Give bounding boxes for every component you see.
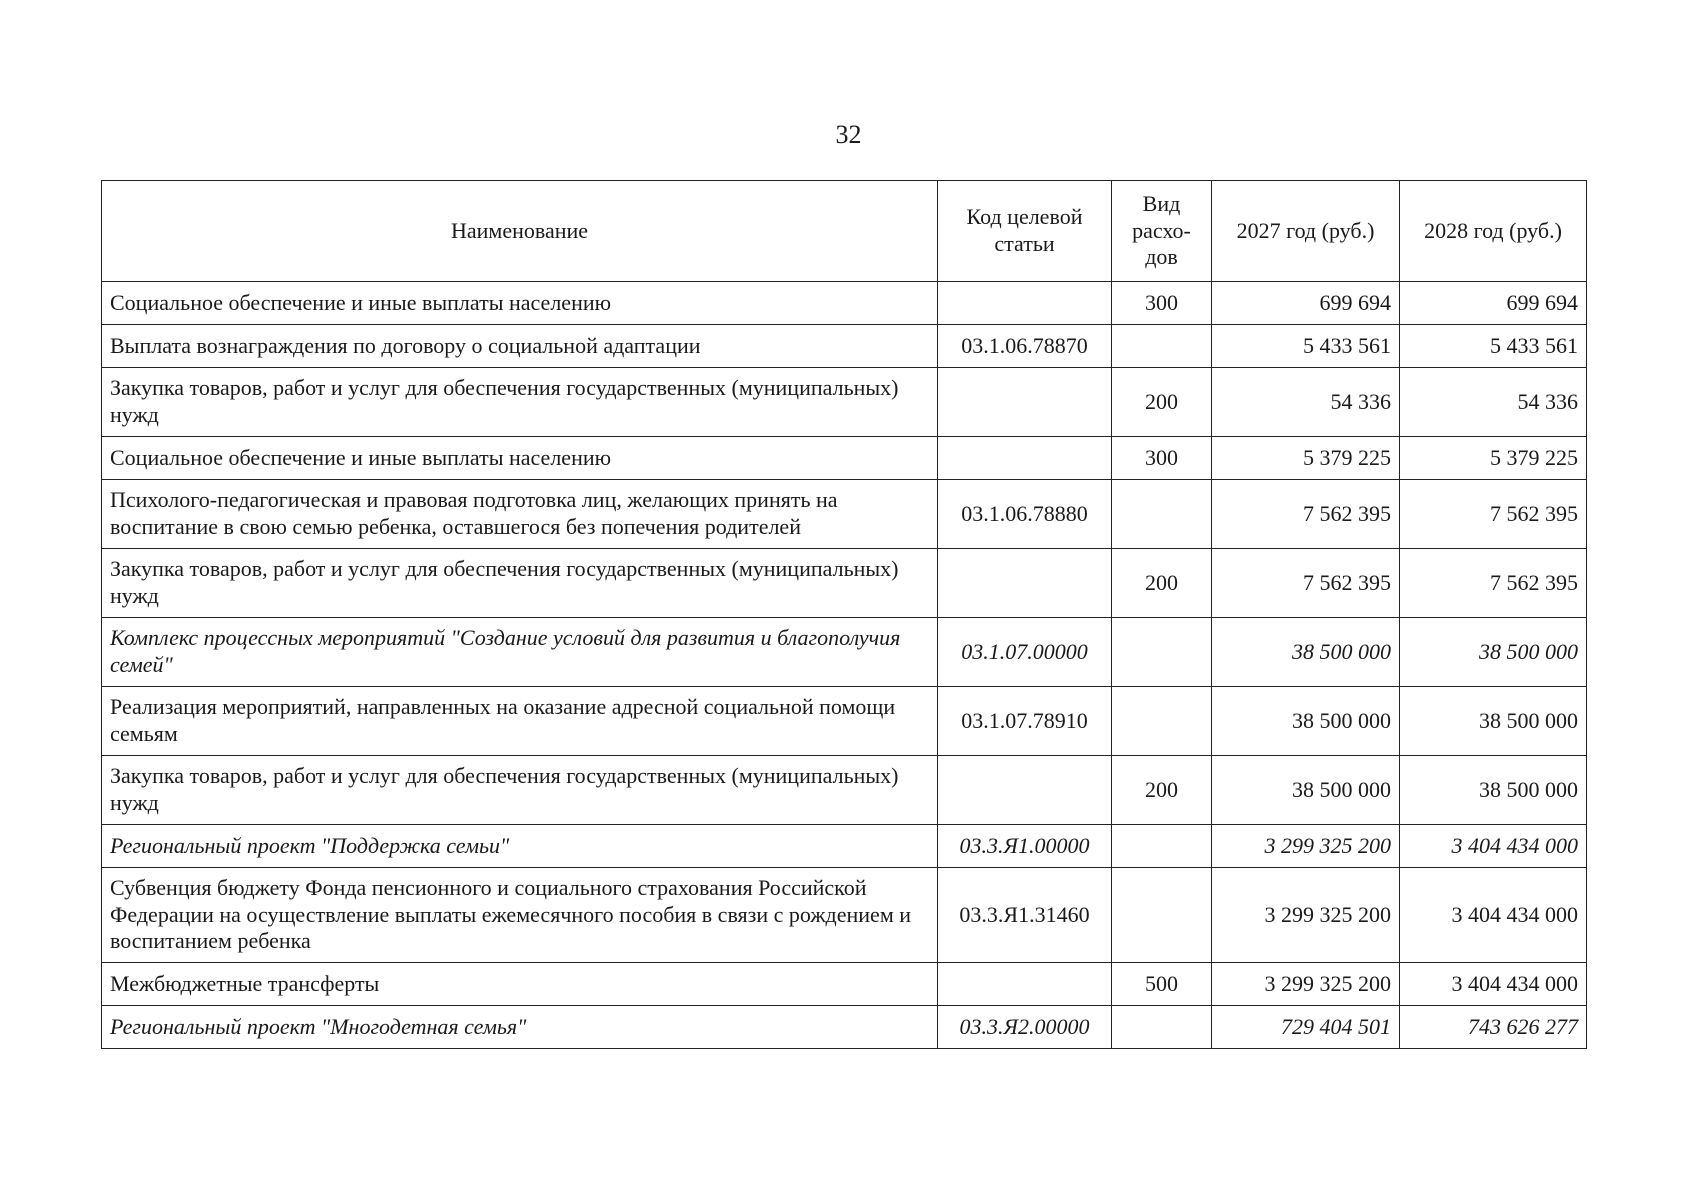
cell-type [1112,325,1212,368]
table-row [102,618,1587,687]
header-type: Вид расхо-дов [1112,181,1212,282]
table-row [102,282,1587,325]
cell-code [938,963,1112,1006]
cell-type [1112,618,1212,687]
header-2027: 2027 год (руб.) [1212,181,1400,282]
cell-2028: 38 500 000 [1400,687,1587,756]
cell-2027: 38 500 000 [1212,618,1400,687]
table-row [102,825,1587,868]
cell-2028: 5 433 561 [1400,325,1587,368]
cell-name: Реализация мероприятий, направленных на оказание адресной социальной помощи семьям [102,687,938,756]
cell-2027: 7 562 395 [1212,480,1400,549]
cell-name: Социальное обеспечение и иные выплаты населению [102,437,938,480]
table-row [102,868,1587,963]
cell-code [938,437,1112,480]
table-header-row [102,181,1587,282]
cell-name: Выплата вознаграждения по договору о социальной адаптации [102,325,938,368]
cell-2028: 699 694 [1400,282,1587,325]
cell-2028: 38 500 000 [1400,618,1587,687]
cell-name: Региональный проект "Поддержка семьи" [102,825,938,868]
cell-name: Региональный проект "Многодетная семья" [102,1006,938,1049]
table-row [102,963,1587,1006]
table-row [102,549,1587,618]
cell-2027: 54 336 [1212,368,1400,437]
cell-code: 03.1.06.78870 [938,325,1112,368]
table-row [102,687,1587,756]
cell-name: Закупка товаров, работ и услуг для обеспечения государственных (муниципальных) нужд [102,549,938,618]
cell-type [1112,868,1212,963]
cell-type [1112,480,1212,549]
cell-2027: 3 299 325 200 [1212,825,1400,868]
table-row [102,1006,1587,1049]
page-number: 32 [835,120,862,149]
cell-2027: 7 562 395 [1212,549,1400,618]
cell-type: 300 [1112,437,1212,480]
cell-code [938,368,1112,437]
cell-2028: 3 404 434 000 [1400,963,1587,1006]
cell-2027: 38 500 000 [1212,687,1400,756]
cell-type [1112,687,1212,756]
cell-code [938,756,1112,825]
cell-type [1112,825,1212,868]
cell-2028: 7 562 395 [1400,549,1587,618]
cell-type: 500 [1112,963,1212,1006]
cell-2027: 729 404 501 [1212,1006,1400,1049]
cell-2028: 38 500 000 [1400,756,1587,825]
cell-2028: 3 404 434 000 [1400,825,1587,868]
cell-code: 03.3.Я1.31460 [938,868,1112,963]
table-row [102,756,1587,825]
cell-code: 03.1.07.00000 [938,618,1112,687]
header-2028: 2028 год (руб.) [1400,181,1587,282]
cell-name: Межбюджетные трансферты [102,963,938,1006]
table-row [102,368,1587,437]
cell-code: 03.1.07.78910 [938,687,1112,756]
cell-2027: 5 379 225 [1212,437,1400,480]
cell-code: 03.3.Я1.00000 [938,825,1112,868]
cell-name: Закупка товаров, работ и услуг для обеспечения государственных (муниципальных) нужд [102,756,938,825]
cell-name: Субвенция бюджету Фонда пенсионного и социального страхования Российской Федерации на осуществление выплаты ежемесячного пособия в связи с рождением и воспитанием ребенка [102,868,938,963]
cell-2027: 5 433 561 [1212,325,1400,368]
cell-code: 03.1.06.78880 [938,480,1112,549]
table-row [102,480,1587,549]
cell-2028: 54 336 [1400,368,1587,437]
cell-type: 200 [1112,756,1212,825]
cell-name: Закупка товаров, работ и услуг для обеспечения государственных (муниципальных) нужд [102,368,938,437]
cell-type: 200 [1112,368,1212,437]
cell-type: 300 [1112,282,1212,325]
table-row [102,325,1587,368]
cell-code [938,282,1112,325]
table-row [102,437,1587,480]
cell-2027: 3 299 325 200 [1212,868,1400,963]
cell-2027: 699 694 [1212,282,1400,325]
header-code: Код целевой статьи [938,181,1112,282]
cell-type: 200 [1112,549,1212,618]
cell-type [1112,1006,1212,1049]
cell-code: 03.3.Я2.00000 [938,1006,1112,1049]
cell-code [938,549,1112,618]
cell-2028: 743 626 277 [1400,1006,1587,1049]
header-name: Наименование [102,181,938,282]
cell-name: Психолого-педагогическая и правовая подготовка лиц, желающих принять на воспитание в свою семью ребенка, оставшегося без попечения родителей [102,480,938,549]
cell-2027: 3 299 325 200 [1212,963,1400,1006]
cell-2027: 38 500 000 [1212,756,1400,825]
budget-table [101,180,1587,1049]
cell-name: Комплекс процессных мероприятий "Создание условий для развития и благополучия семей" [102,618,938,687]
cell-name: Социальное обеспечение и иные выплаты населению [102,282,938,325]
cell-2028: 7 562 395 [1400,480,1587,549]
cell-2028: 5 379 225 [1400,437,1587,480]
cell-2028: 3 404 434 000 [1400,868,1587,963]
